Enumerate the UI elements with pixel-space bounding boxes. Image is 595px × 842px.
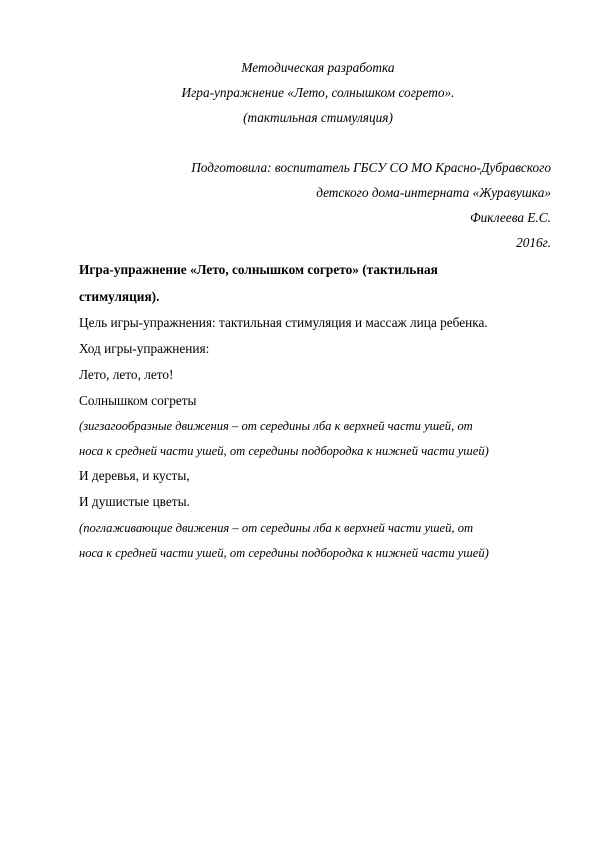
verse-line-4: И душистые цветы. [79, 494, 190, 509]
verse-line-1: Лето, лето, лето! [79, 367, 174, 382]
note-2-line-1: (поглаживающие движения – от середины лба к верхней части ушей, от [79, 521, 474, 535]
body-title-line-1: Игра-упражнение «Лето, солнышком согрето» (тактильная [79, 262, 438, 277]
header-line-2: Игра-упражнение «Лето, солнышком согрето». [181, 85, 455, 100]
verse-line-2: Солнышком согреты [79, 393, 197, 408]
author-line-2: детского дома-интерната «Журавушка» [316, 185, 551, 200]
note-1-line-2: носа к средней части ушей, от середины подбородка к нижней части ушей) [79, 444, 489, 458]
author-name: Фиклеева Е.С. [469, 210, 551, 225]
note-1-line-1: (зигзагообразные движения – от середины лба к верхней части ушей, от [79, 419, 473, 433]
process-heading: Ход игры-упражнения: [79, 341, 210, 356]
body-title-line-2: стимуляция). [79, 289, 160, 304]
verse-line-3: И деревья, и кусты, [79, 468, 190, 483]
header-line-3: (тактильная стимуляция) [243, 110, 393, 125]
author-line-1: Подготовила: воспитатель ГБСУ СО МО Красно-Дубравского [191, 160, 551, 175]
author-year: 2016г. [516, 235, 551, 250]
goal-text: Цель игры-упражнения: тактильная стимуляция и массаж лица ребенка. [79, 315, 488, 330]
note-2-line-2: носа к средней части ушей, от середины подбородка к нижней части ушей) [79, 546, 489, 560]
header-line-1: Методическая разработка [241, 60, 395, 75]
